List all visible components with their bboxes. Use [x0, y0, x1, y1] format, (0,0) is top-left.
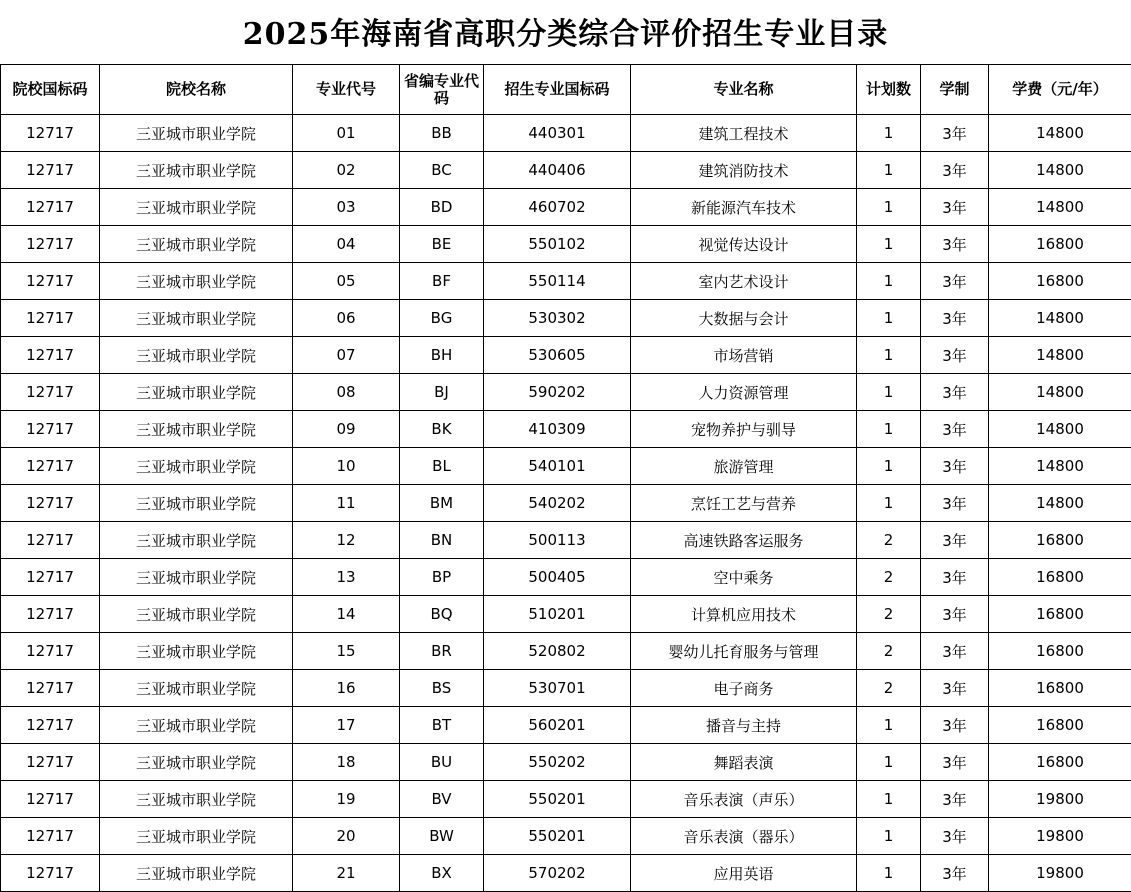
provincial-code-cell: BS — [400, 670, 484, 707]
national-major-code-cell: 570202 — [484, 855, 631, 892]
school-code-cell: 12717 — [1, 448, 100, 485]
school-code-cell: 12717 — [1, 263, 100, 300]
duration-cell: 3年 — [921, 226, 989, 263]
major-name-cell: 音乐表演（器乐） — [631, 818, 857, 855]
provincial-code-cell: BV — [400, 781, 484, 818]
plan-count-cell: 2 — [857, 670, 921, 707]
provincial-code-cell: BX — [400, 855, 484, 892]
school-code-cell: 12717 — [1, 115, 100, 152]
major-name-cell: 旅游管理 — [631, 448, 857, 485]
national-major-code-cell: 520802 — [484, 633, 631, 670]
school-name-cell: 三亚城市职业学院 — [100, 448, 293, 485]
tuition-cell: 14800 — [989, 152, 1131, 189]
national-major-code-cell: 550102 — [484, 226, 631, 263]
tuition-cell: 16800 — [989, 522, 1131, 559]
duration-cell: 3年 — [921, 300, 989, 337]
school-code-cell: 12717 — [1, 818, 100, 855]
plan-count-cell: 1 — [857, 374, 921, 411]
school-name-cell: 三亚城市职业学院 — [100, 781, 293, 818]
tuition-cell: 14800 — [989, 448, 1131, 485]
header-school-name: 院校名称 — [100, 65, 293, 115]
plan-count-cell: 1 — [857, 855, 921, 892]
provincial-code-cell: BU — [400, 744, 484, 781]
header-national-major-code: 招生专业国标码 — [484, 65, 631, 115]
school-name-cell: 三亚城市职业学院 — [100, 189, 293, 226]
national-major-code-cell: 460702 — [484, 189, 631, 226]
table-row — [1, 337, 1131, 374]
table-row — [1, 707, 1131, 744]
school-name-cell: 三亚城市职业学院 — [100, 411, 293, 448]
major-number-cell: 05 — [293, 263, 400, 300]
duration-cell: 3年 — [921, 374, 989, 411]
provincial-code-cell: BL — [400, 448, 484, 485]
major-number-cell: 07 — [293, 337, 400, 374]
duration-cell: 3年 — [921, 781, 989, 818]
tuition-cell: 16800 — [989, 226, 1131, 263]
table-row — [1, 152, 1131, 189]
major-number-cell: 10 — [293, 448, 400, 485]
school-code-cell: 12717 — [1, 781, 100, 818]
major-name-cell: 舞蹈表演 — [631, 744, 857, 781]
major-catalog-table — [0, 64, 1131, 892]
major-number-cell: 08 — [293, 374, 400, 411]
duration-cell: 3年 — [921, 448, 989, 485]
school-name-cell: 三亚城市职业学院 — [100, 300, 293, 337]
school-name-cell: 三亚城市职业学院 — [100, 670, 293, 707]
major-number-cell: 03 — [293, 189, 400, 226]
major-name-cell: 市场营销 — [631, 337, 857, 374]
tuition-cell: 16800 — [989, 744, 1131, 781]
major-name-cell: 建筑消防技术 — [631, 152, 857, 189]
major-name-cell: 建筑工程技术 — [631, 115, 857, 152]
provincial-code-cell: BK — [400, 411, 484, 448]
header-school-code: 院校国标码 — [1, 65, 100, 115]
major-number-cell: 01 — [293, 115, 400, 152]
table-row — [1, 448, 1131, 485]
duration-cell: 3年 — [921, 522, 989, 559]
major-name-cell: 播音与主持 — [631, 707, 857, 744]
tuition-cell: 14800 — [989, 374, 1131, 411]
school-code-cell: 12717 — [1, 559, 100, 596]
major-number-cell: 12 — [293, 522, 400, 559]
major-name-cell: 空中乘务 — [631, 559, 857, 596]
school-code-cell: 12717 — [1, 485, 100, 522]
header-plan-count: 计划数 — [857, 65, 921, 115]
national-major-code-cell: 440301 — [484, 115, 631, 152]
table-row — [1, 189, 1131, 226]
provincial-code-cell: BH — [400, 337, 484, 374]
national-major-code-cell: 530302 — [484, 300, 631, 337]
tuition-cell: 19800 — [989, 781, 1131, 818]
school-code-cell: 12717 — [1, 855, 100, 892]
provincial-code-cell: BT — [400, 707, 484, 744]
provincial-code-cell: BW — [400, 818, 484, 855]
plan-count-cell: 1 — [857, 337, 921, 374]
provincial-code-cell: BD — [400, 189, 484, 226]
school-code-cell: 12717 — [1, 707, 100, 744]
school-name-cell: 三亚城市职业学院 — [100, 374, 293, 411]
school-name-cell: 三亚城市职业学院 — [100, 818, 293, 855]
provincial-code-cell: BB — [400, 115, 484, 152]
table-row — [1, 855, 1131, 892]
major-number-cell: 04 — [293, 226, 400, 263]
national-major-code-cell: 410309 — [484, 411, 631, 448]
school-name-cell: 三亚城市职业学院 — [100, 152, 293, 189]
plan-count-cell: 1 — [857, 744, 921, 781]
header-provincial-code: 省编专业代码 — [400, 65, 484, 115]
tuition-cell: 14800 — [989, 337, 1131, 374]
national-major-code-cell: 550201 — [484, 818, 631, 855]
header-major-number: 专业代号 — [293, 65, 400, 115]
national-major-code-cell: 500405 — [484, 559, 631, 596]
duration-cell: 3年 — [921, 411, 989, 448]
school-code-cell: 12717 — [1, 633, 100, 670]
national-major-code-cell: 540202 — [484, 485, 631, 522]
school-code-cell: 12717 — [1, 374, 100, 411]
school-code-cell: 12717 — [1, 596, 100, 633]
duration-cell: 3年 — [921, 670, 989, 707]
provincial-code-cell: BC — [400, 152, 484, 189]
school-code-cell: 12717 — [1, 152, 100, 189]
table-row — [1, 781, 1131, 818]
major-number-cell: 06 — [293, 300, 400, 337]
national-major-code-cell: 550202 — [484, 744, 631, 781]
national-major-code-cell: 590202 — [484, 374, 631, 411]
tuition-cell: 16800 — [989, 633, 1131, 670]
major-number-cell: 18 — [293, 744, 400, 781]
major-number-cell: 11 — [293, 485, 400, 522]
table-row — [1, 522, 1131, 559]
plan-count-cell: 2 — [857, 522, 921, 559]
duration-cell: 3年 — [921, 633, 989, 670]
page-title: 2025年海南省高职分类综合评价招生专业目录 — [242, 17, 889, 52]
major-number-cell: 13 — [293, 559, 400, 596]
major-name-cell: 婴幼儿托育服务与管理 — [631, 633, 857, 670]
school-name-cell: 三亚城市职业学院 — [100, 337, 293, 374]
school-name-cell: 三亚城市职业学院 — [100, 633, 293, 670]
table-row — [1, 633, 1131, 670]
plan-count-cell: 2 — [857, 596, 921, 633]
duration-cell: 3年 — [921, 818, 989, 855]
duration-cell: 3年 — [921, 596, 989, 633]
major-number-cell: 17 — [293, 707, 400, 744]
provincial-code-cell: BQ — [400, 596, 484, 633]
tuition-cell: 14800 — [989, 411, 1131, 448]
major-number-cell: 02 — [293, 152, 400, 189]
tuition-cell: 14800 — [989, 485, 1131, 522]
major-number-cell: 21 — [293, 855, 400, 892]
school-code-cell: 12717 — [1, 300, 100, 337]
school-code-cell: 12717 — [1, 522, 100, 559]
plan-count-cell: 1 — [857, 189, 921, 226]
duration-cell: 3年 — [921, 559, 989, 596]
header-duration: 学制 — [921, 65, 989, 115]
major-name-cell: 室内艺术设计 — [631, 263, 857, 300]
national-major-code-cell: 550201 — [484, 781, 631, 818]
plan-count-cell: 1 — [857, 300, 921, 337]
tuition-cell: 14800 — [989, 115, 1131, 152]
national-major-code-cell: 550114 — [484, 263, 631, 300]
duration-cell: 3年 — [921, 337, 989, 374]
table-row — [1, 818, 1131, 855]
table-header-row — [1, 65, 1131, 115]
tuition-cell: 14800 — [989, 189, 1131, 226]
major-number-cell: 14 — [293, 596, 400, 633]
major-name-cell: 视觉传达设计 — [631, 226, 857, 263]
tuition-cell: 19800 — [989, 855, 1131, 892]
plan-count-cell: 1 — [857, 411, 921, 448]
major-name-cell: 应用英语 — [631, 855, 857, 892]
duration-cell: 3年 — [921, 152, 989, 189]
major-name-cell: 电子商务 — [631, 670, 857, 707]
school-code-cell: 12717 — [1, 189, 100, 226]
provincial-code-cell: BE — [400, 226, 484, 263]
provincial-code-cell: BG — [400, 300, 484, 337]
duration-cell: 3年 — [921, 189, 989, 226]
national-major-code-cell: 560201 — [484, 707, 631, 744]
major-number-cell: 19 — [293, 781, 400, 818]
duration-cell: 3年 — [921, 855, 989, 892]
major-name-cell: 高速铁路客运服务 — [631, 522, 857, 559]
duration-cell: 3年 — [921, 485, 989, 522]
school-name-cell: 三亚城市职业学院 — [100, 263, 293, 300]
table-row — [1, 411, 1131, 448]
header-major-name: 专业名称 — [631, 65, 857, 115]
major-number-cell: 20 — [293, 818, 400, 855]
plan-count-cell: 1 — [857, 707, 921, 744]
tuition-cell: 16800 — [989, 670, 1131, 707]
tuition-cell: 16800 — [989, 596, 1131, 633]
major-name-cell: 新能源汽车技术 — [631, 189, 857, 226]
table-row — [1, 374, 1131, 411]
header-tuition: 学费（元/年） — [989, 65, 1131, 115]
plan-count-cell: 2 — [857, 633, 921, 670]
national-major-code-cell: 530701 — [484, 670, 631, 707]
major-name-cell: 宠物养护与驯导 — [631, 411, 857, 448]
school-name-cell: 三亚城市职业学院 — [100, 855, 293, 892]
school-name-cell: 三亚城市职业学院 — [100, 226, 293, 263]
table-row — [1, 485, 1131, 522]
provincial-code-cell: BJ — [400, 374, 484, 411]
table-row — [1, 670, 1131, 707]
table-row — [1, 300, 1131, 337]
duration-cell: 3年 — [921, 707, 989, 744]
school-name-cell: 三亚城市职业学院 — [100, 115, 293, 152]
plan-count-cell: 1 — [857, 226, 921, 263]
duration-cell: 3年 — [921, 263, 989, 300]
duration-cell: 3年 — [921, 744, 989, 781]
provincial-code-cell: BN — [400, 522, 484, 559]
plan-count-cell: 1 — [857, 818, 921, 855]
school-code-cell: 12717 — [1, 411, 100, 448]
tuition-cell: 19800 — [989, 818, 1131, 855]
plan-count-cell: 1 — [857, 485, 921, 522]
provincial-code-cell: BF — [400, 263, 484, 300]
table-row — [1, 596, 1131, 633]
national-major-code-cell: 440406 — [484, 152, 631, 189]
tuition-cell: 14800 — [989, 300, 1131, 337]
school-name-cell: 三亚城市职业学院 — [100, 707, 293, 744]
major-name-cell: 人力资源管理 — [631, 374, 857, 411]
tuition-cell: 16800 — [989, 559, 1131, 596]
plan-count-cell: 1 — [857, 152, 921, 189]
major-name-cell: 大数据与会计 — [631, 300, 857, 337]
tuition-cell: 16800 — [989, 263, 1131, 300]
national-major-code-cell: 540101 — [484, 448, 631, 485]
school-name-cell: 三亚城市职业学院 — [100, 744, 293, 781]
plan-count-cell: 1 — [857, 448, 921, 485]
duration-cell: 3年 — [921, 115, 989, 152]
school-code-cell: 12717 — [1, 337, 100, 374]
plan-count-cell: 2 — [857, 559, 921, 596]
major-number-cell: 09 — [293, 411, 400, 448]
provincial-code-cell: BP — [400, 559, 484, 596]
major-name-cell: 音乐表演（声乐） — [631, 781, 857, 818]
tuition-cell: 16800 — [989, 707, 1131, 744]
provincial-code-cell: BR — [400, 633, 484, 670]
provincial-code-cell: BM — [400, 485, 484, 522]
table-row — [1, 115, 1131, 152]
table-row — [1, 744, 1131, 781]
school-code-cell: 12717 — [1, 670, 100, 707]
major-number-cell: 15 — [293, 633, 400, 670]
school-code-cell: 12717 — [1, 226, 100, 263]
table-body — [1, 115, 1131, 892]
major-number-cell: 16 — [293, 670, 400, 707]
national-major-code-cell: 500113 — [484, 522, 631, 559]
table-row — [1, 263, 1131, 300]
school-name-cell: 三亚城市职业学院 — [100, 522, 293, 559]
table-row — [1, 559, 1131, 596]
school-name-cell: 三亚城市职业学院 — [100, 596, 293, 633]
national-major-code-cell: 530605 — [484, 337, 631, 374]
plan-count-cell: 1 — [857, 781, 921, 818]
school-code-cell: 12717 — [1, 744, 100, 781]
table-row — [1, 226, 1131, 263]
school-name-cell: 三亚城市职业学院 — [100, 485, 293, 522]
national-major-code-cell: 510201 — [484, 596, 631, 633]
major-name-cell: 计算机应用技术 — [631, 596, 857, 633]
school-name-cell: 三亚城市职业学院 — [100, 559, 293, 596]
major-name-cell: 烹饪工艺与营养 — [631, 485, 857, 522]
plan-count-cell: 1 — [857, 115, 921, 152]
plan-count-cell: 1 — [857, 263, 921, 300]
